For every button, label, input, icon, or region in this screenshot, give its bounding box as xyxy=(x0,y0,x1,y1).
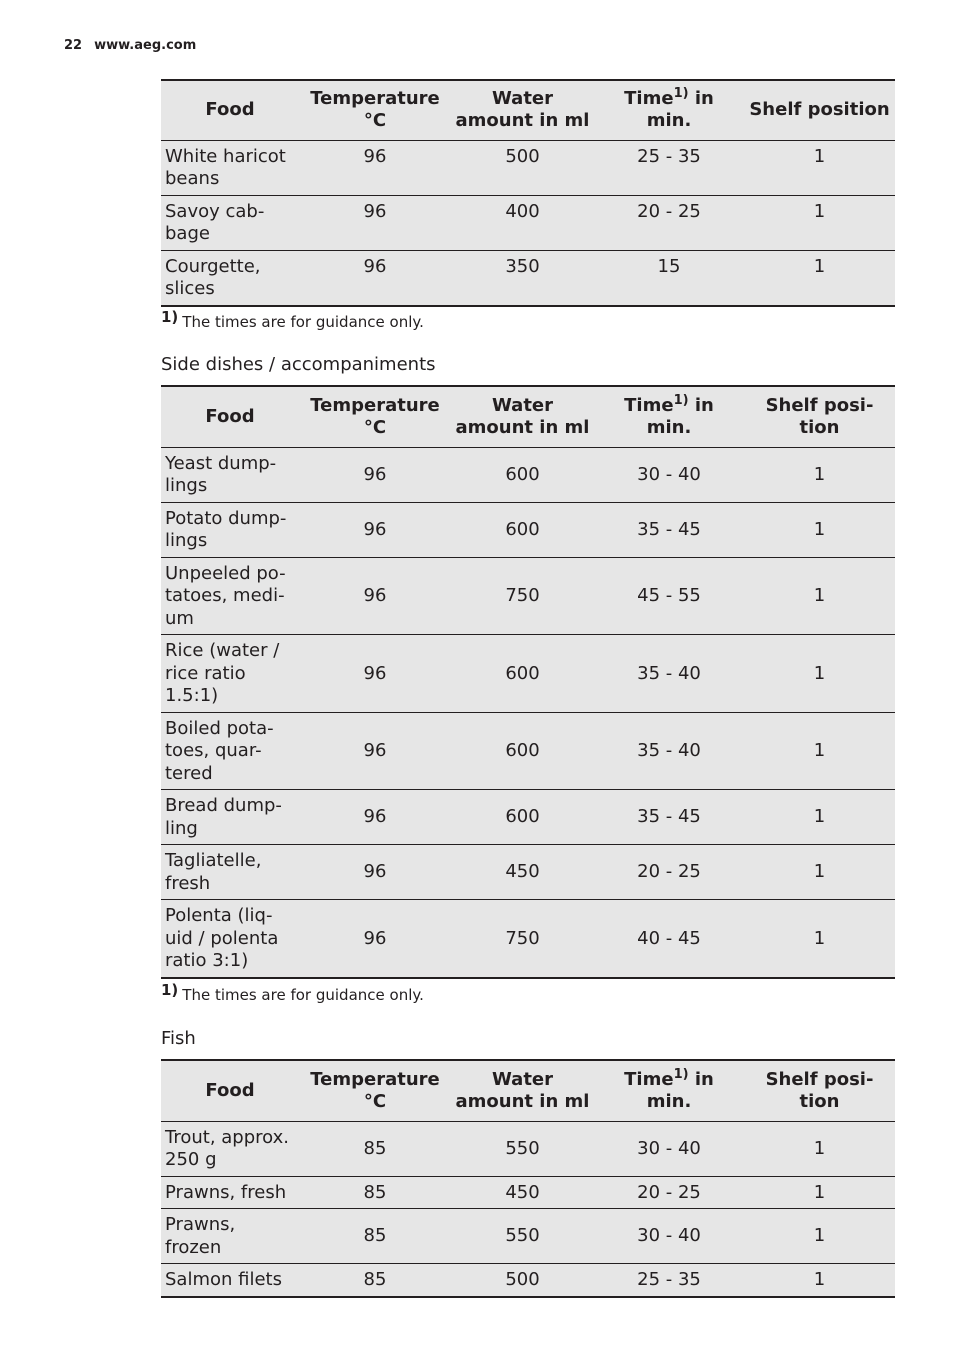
site-url: www.aeg.com xyxy=(94,38,197,53)
col-header-time: Time$^{1)}$ in min. xyxy=(594,386,744,447)
col-header-time: Time$^{1)}$ in min. xyxy=(594,80,744,140)
shelf-position-cell: 1 xyxy=(744,845,895,900)
table-row xyxy=(161,1264,895,1297)
table-row xyxy=(161,447,895,502)
page-number: 22 xyxy=(64,38,83,53)
food-cell: White haricot beans xyxy=(161,140,299,195)
col-header-temperature: Temperature °C xyxy=(299,1060,451,1121)
side-dishes-table xyxy=(161,385,895,979)
table-row xyxy=(161,845,895,900)
col-header-temperature: Temperature °C xyxy=(299,386,451,447)
time-cell: 40 - 45 xyxy=(594,900,744,978)
temperature-cell: 96 xyxy=(299,250,451,306)
water-amount-cell: 500 xyxy=(451,140,594,195)
temperature-cell: 85 xyxy=(299,1121,451,1176)
table-row xyxy=(161,1176,895,1209)
shelf-position-cell: 1 xyxy=(744,250,895,306)
col-header-shelf: Shelf posi- tion xyxy=(744,1060,895,1121)
food-cell: Unpeeled po- tatoes, medi- um xyxy=(161,557,299,635)
food-cell: Salmon filets xyxy=(161,1264,299,1297)
shelf-position-cell: 1 xyxy=(744,447,895,502)
footnote xyxy=(161,308,424,331)
shelf-position-cell: 1 xyxy=(744,1264,895,1297)
temperature-cell: 96 xyxy=(299,447,451,502)
col-header-food: Food xyxy=(161,80,299,140)
water-amount-cell: 600 xyxy=(451,635,594,713)
water-amount-cell: 750 xyxy=(451,900,594,978)
temperature-cell: 96 xyxy=(299,635,451,713)
footnote-text: The times are for guidance only. xyxy=(182,986,424,1004)
col-header-food: Food xyxy=(161,1060,299,1121)
time-cell: 35 - 40 xyxy=(594,712,744,790)
time-cell: 30 - 40 xyxy=(594,1209,744,1264)
food-cell: Bread dump- ling xyxy=(161,790,299,845)
food-cell: Prawns, frozen xyxy=(161,1209,299,1264)
shelf-position-cell: 1 xyxy=(744,900,895,978)
temperature-cell: 96 xyxy=(299,195,451,250)
water-amount-cell: 400 xyxy=(451,195,594,250)
time-cell: 20 - 25 xyxy=(594,195,744,250)
temperature-cell: 96 xyxy=(299,502,451,557)
col-header-water: Water amount in ml xyxy=(451,80,594,140)
time-cell: 25 - 35 xyxy=(594,1264,744,1297)
shelf-position-cell: 1 xyxy=(744,1209,895,1264)
water-amount-cell: 600 xyxy=(451,712,594,790)
shelf-position-cell: 1 xyxy=(744,635,895,713)
water-amount-cell: 600 xyxy=(451,790,594,845)
table-row xyxy=(161,502,895,557)
footnote-text: The times are for guidance only. xyxy=(182,313,424,331)
shelf-position-cell: 1 xyxy=(744,195,895,250)
shelf-position-cell: 1 xyxy=(744,1176,895,1209)
water-amount-cell: 550 xyxy=(451,1209,594,1264)
time-cell: 25 - 35 xyxy=(594,140,744,195)
table-header-row xyxy=(161,80,895,140)
table-row xyxy=(161,712,895,790)
page-header xyxy=(64,38,196,53)
temperature-cell: 96 xyxy=(299,557,451,635)
water-amount-cell: 450 xyxy=(451,845,594,900)
water-amount-cell: 500 xyxy=(451,1264,594,1297)
temperature-cell: 85 xyxy=(299,1209,451,1264)
food-cell: Tagliatelle, fresh xyxy=(161,845,299,900)
time-cell: 30 - 40 xyxy=(594,1121,744,1176)
footnote-mark: 1) xyxy=(161,981,179,999)
water-amount-cell: 450 xyxy=(451,1176,594,1209)
table-header-row xyxy=(161,386,895,447)
food-cell: Rice (water / rice ratio 1.5:1) xyxy=(161,635,299,713)
shelf-position-cell: 1 xyxy=(744,790,895,845)
time-cell: 35 - 40 xyxy=(594,635,744,713)
food-cell: Savoy cab- bage xyxy=(161,195,299,250)
time-cell: 30 - 40 xyxy=(594,447,744,502)
water-amount-cell: 350 xyxy=(451,250,594,306)
footnote xyxy=(161,981,424,1004)
col-header-water: Water amount in ml xyxy=(451,1060,594,1121)
section-heading-side-dishes: Side dishes / accompaniments xyxy=(161,354,436,375)
shelf-position-cell: 1 xyxy=(744,712,895,790)
water-amount-cell: 600 xyxy=(451,447,594,502)
table-row xyxy=(161,1209,895,1264)
table-header-row xyxy=(161,1060,895,1121)
table-row xyxy=(161,557,895,635)
shelf-position-cell: 1 xyxy=(744,557,895,635)
col-header-water: Water amount in ml xyxy=(451,386,594,447)
fish-table xyxy=(161,1059,895,1298)
table-row xyxy=(161,195,895,250)
water-amount-cell: 600 xyxy=(451,502,594,557)
table-row xyxy=(161,790,895,845)
shelf-position-cell: 1 xyxy=(744,1121,895,1176)
time-cell: 20 - 25 xyxy=(594,1176,744,1209)
temperature-cell: 85 xyxy=(299,1176,451,1209)
temperature-cell: 96 xyxy=(299,712,451,790)
table-row xyxy=(161,635,895,713)
time-cell: 15 xyxy=(594,250,744,306)
water-amount-cell: 550 xyxy=(451,1121,594,1176)
food-cell: Yeast dump- lings xyxy=(161,447,299,502)
col-header-shelf: Shelf position xyxy=(744,80,895,140)
footnote-mark: 1) xyxy=(161,308,179,326)
col-header-food: Food xyxy=(161,386,299,447)
col-header-shelf: Shelf posi- tion xyxy=(744,386,895,447)
col-header-temperature: Temperature °C xyxy=(299,80,451,140)
food-cell: Polenta (liq- uid / polenta ratio 3:1) xyxy=(161,900,299,978)
food-cell: Potato dump- lings xyxy=(161,502,299,557)
temperature-cell: 96 xyxy=(299,140,451,195)
table-row xyxy=(161,1121,895,1176)
time-cell: 35 - 45 xyxy=(594,790,744,845)
food-cell: Boiled pota- toes, quar- tered xyxy=(161,712,299,790)
shelf-position-cell: 1 xyxy=(744,140,895,195)
shelf-position-cell: 1 xyxy=(744,502,895,557)
table-row xyxy=(161,900,895,978)
temperature-cell: 96 xyxy=(299,900,451,978)
food-cell: Prawns, fresh xyxy=(161,1176,299,1209)
col-header-time: Time$^{1)}$ in min. xyxy=(594,1060,744,1121)
time-cell: 45 - 55 xyxy=(594,557,744,635)
vegetables-table xyxy=(161,79,895,307)
temperature-cell: 96 xyxy=(299,845,451,900)
table-row xyxy=(161,250,895,306)
time-cell: 35 - 45 xyxy=(594,502,744,557)
food-cell: Courgette, slices xyxy=(161,250,299,306)
time-cell: 20 - 25 xyxy=(594,845,744,900)
temperature-cell: 85 xyxy=(299,1264,451,1297)
temperature-cell: 96 xyxy=(299,790,451,845)
water-amount-cell: 750 xyxy=(451,557,594,635)
section-heading-fish: Fish xyxy=(161,1028,196,1049)
food-cell: Trout, approx. 250 g xyxy=(161,1121,299,1176)
table-row xyxy=(161,140,895,195)
